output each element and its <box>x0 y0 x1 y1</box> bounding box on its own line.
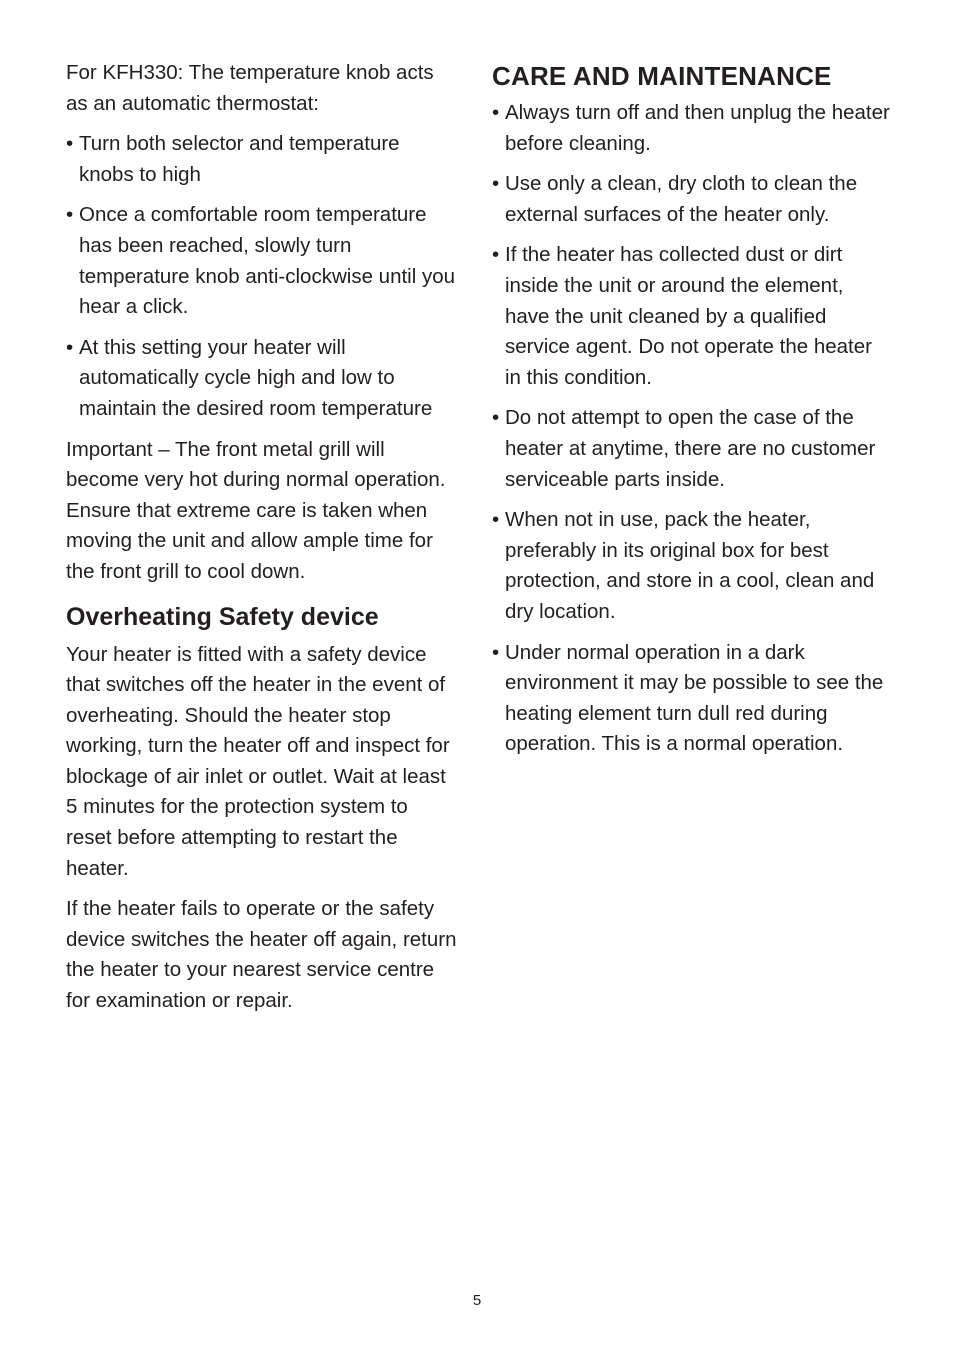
left-bullet-text: Turn both selector and temperature knobs to high <box>79 132 400 186</box>
left-bullet-item <box>66 129 458 190</box>
care-bullet-item <box>492 169 892 230</box>
care-bullet-item <box>492 403 892 495</box>
bullet-marker: • <box>492 406 500 430</box>
care-bullet-item <box>492 98 892 159</box>
bullet-marker: • <box>66 203 74 227</box>
overheating-heading: Overheating Safety device <box>66 602 379 631</box>
care-bullet-item <box>492 638 892 760</box>
care-bullet-item <box>492 240 892 393</box>
care-bullet-item <box>492 505 892 627</box>
overheating-paragraph: If the heater fails to operate or the safety device switches the heater off again, return the heater to your nearest service centre for examination or repair. <box>66 897 457 1013</box>
left-bullet-item <box>66 200 458 322</box>
bullet-marker: • <box>492 172 500 196</box>
bullet-marker: • <box>492 640 500 664</box>
left-bullet-text: Once a comfortable room temperature has been reached, slowly turn temperature knob anti-clockwise until you hear a click. <box>79 203 456 319</box>
bullet-marker: • <box>66 132 74 156</box>
left-bullet-item <box>66 333 458 425</box>
right-column <box>492 58 892 770</box>
bullet-marker: • <box>492 101 500 124</box>
care-bullet-text: If the heater has collected dust or dirt inside the unit or around the element, have the unit cleaned by a qualified service agent. Do not operate the heater in this condition. <box>505 243 872 389</box>
important-notice: Important – The front metal grill will become very hot during normal operation. Ensure that extreme care is taken when moving the unit and allow ample time for the front grill to cool down. <box>66 437 446 583</box>
thermostat-intro: For KFH330: The temperature knob acts as an automatic thermostat: <box>66 61 434 115</box>
page-number: 5 <box>472 1292 482 1309</box>
bullet-marker: • <box>492 243 500 267</box>
care-bullet-text: Use only a clean, dry cloth to clean the external surfaces of the heater only. <box>505 172 858 226</box>
care-bullet-text: Do not attempt to open the case of the heater at anytime, there are no customer serviceable parts inside. <box>505 406 876 491</box>
left-column <box>66 58 458 1027</box>
care-bullet-text: Under normal operation in a dark environment it may be possible to see the heating element turn dull red during operation. This is a normal operation. <box>505 640 884 756</box>
overheating-paragraph: Your heater is fitted with a safety device that switches off the heater in the event of overheating. Should the heater stop working, turn the heater off and inspect for blockage of air inlet or outlet. Wait at least 5 minutes for the protection system to reset before attempting to restart the heater. <box>66 642 450 880</box>
care-heading: CARE AND MAINTENANCE <box>492 61 832 91</box>
care-bullet-text: Always turn off and then unplug the heater before cleaning. <box>505 101 890 155</box>
bullet-marker: • <box>66 335 74 359</box>
bullet-marker: • <box>492 508 500 532</box>
care-bullet-text: When not in use, pack the heater, preferably in its original box for best protection, and store in a cool, clean and dry location. <box>505 508 875 623</box>
left-bullet-text: At this setting your heater will automatically cycle high and low to maintain the desired room temperature <box>79 335 433 420</box>
